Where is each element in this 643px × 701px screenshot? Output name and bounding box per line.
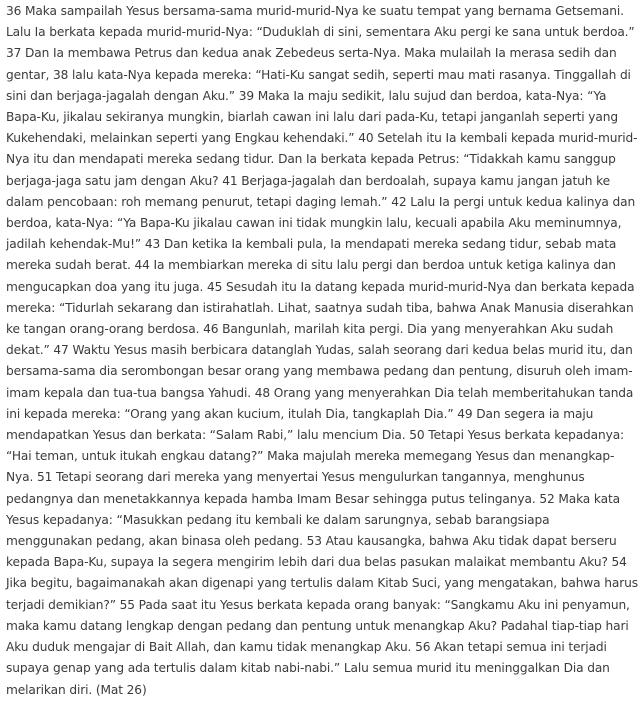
scripture-passage: 36 Maka sampailah Yesus bersama-sama murid-murid-Nya ke suatu tempat yang bernama Getsemani. Lalu Ia berkata kepada murid-murid-Nya: “Duduklah di sini, sementara Aku pergi ke sana untuk berdoa.” 37 Dan Ia membawa Petrus dan kedua anak Zebedeus serta-Nya. Maka mulailah Ia merasa sedih dan gentar, 38 lalu kata-Nya kepada mereka: “Hati-Ku sangat sedih, seperti mau mati rasanya. Tinggallah di sini dan berjaga-jagalah dengan Aku.” 39 Maka Ia maju sedikit, lalu sujud dan berdoa, kata-Nya: “Ya Bapa-Ku, jikalau sekiranya mungkin, biarlah cawan ini lalu dari pada-Ku, tetapi janganlah seperti yang Kukehendaki, melainkan seperti yang Engkau kehendaki.” 40 Setelah itu Ia kembali kepada murid-murid-Nya itu dan mendapati mereka sedang tidur. Dan Ia berkata kepada Petrus: “Tidakkah kamu sanggup berjaga-jaga satu jam dengan Aku? 41 Berjaga-jagalah dan berdoalah, supaya kamu jangan jatuh ke dalam pencobaan: roh memang penurut, tetapi daging lemah.” 42 Lalu Ia pergi untuk kedua kalinya dan berdoa, kata-Nya: “Ya Bapa-Ku jikalau cawan ini tidak mungkin lalu, kecuali apabila Aku meminumnya, jadilah kehendak-Mu!” 43 Dan ketika Ia kembali pula, Ia mendapati mereka sedang tidur, sebab mata mereka sudah berat. 44 Ia membiarkan mereka di situ lalu pergi dan berdoa untuk ketiga kalinya dan mengucapkan doa yang itu juga. 45 Sesudah itu Ia datang kepada murid-murid-Nya dan berkata kepada mereka: “Tidurlah sekarang dan istirahatlah. Lihat, saatnya sudah tiba, bahwa Anak Manusia diserahkan ke tangan orang-orang berdosa. 46 Bangunlah, marilah kita pergi. Dia yang menyerahkan Aku sudah dekat.” 47 Waktu Yesus masih berbicara datanglah Yudas, salah seorang dari kedua belas murid itu, dan bersama-sama dia serombongan besar orang yang membawa pedang dan pentung, disuruh oleh imam-imam kepala dan tua-tua bangsa Yahudi. 48 Orang yang menyerahkan Dia telah memberitahukan tanda ini kepada mereka: “Orang yang akan kucium, itulah Dia, tangkaplah Dia.” 49 Dan segera ia maju mendapatkan Yesus dan berkata: “Salam Rabi,” lalu mencium Dia. 50 Tetapi Yesus berkata kepadanya: “Hai teman, untuk itukah engkau datang?” Maka majulah mereka memegang Yesus dan menangkap-Nya. 51 Tetapi seorang dari mereka yang menyertai Yesus mengulurkan tangannya, menghunus pedangnya dan menetakkannya kepada hamba Imam Besar sehingga putus telinganya. 52 Maka kata Yesus kepadanya: “Masukkan pedang itu kembali ke dalam sarungnya, sebab barangsiapa menggunakan pedang, akan binasa oleh pedang. 53 Atau kausangka, bahwa Aku tidak dapat berseru kepada Bapa-Ku, supaya Ia segera mengirim lebih dari dua belas pasukan malaikat membantu Aku? 54 Jika begitu, bagaimanakah akan digenapi yang tertulis dalam Kitab Suci, yang mengatakan, bahwa harus terjadi demikian?” 55 Pada saat itu Yesus berkata kepada orang banyak: “Sangkamu Aku ini penyamun, maka kamu datang lengkap dengan pedang dan pentung untuk menangkap Aku? Padahal tiap-tiap hari Aku duduk mengajar di Bait Allah, dan kamu tidak menangkap Aku. 56 Akan tetapi semua ini terjadi supaya genap yang ada tertulis dalam kitab nabi-nabi.” Lalu semua murid itu meninggalkan Dia dan melarikan diri. (Mat 26) <box>6 4 638 697</box>
